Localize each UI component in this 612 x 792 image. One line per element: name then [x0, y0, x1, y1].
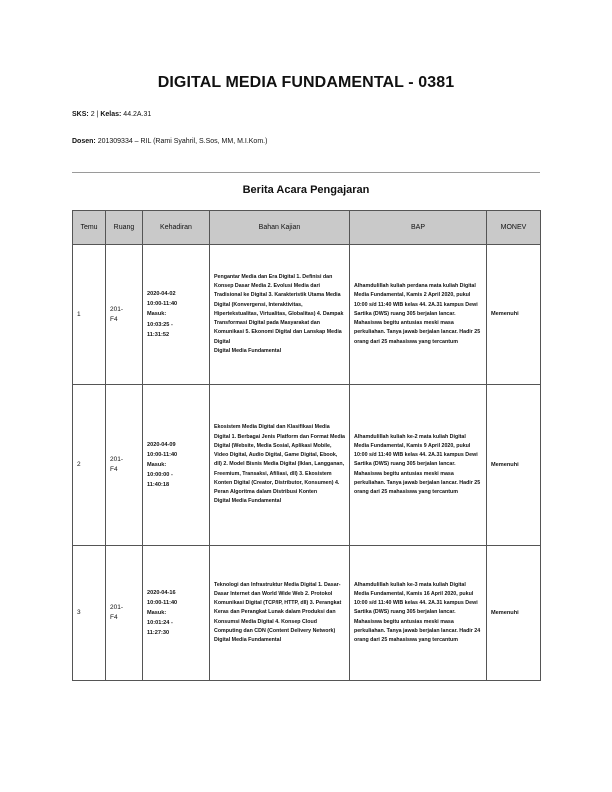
- header-ruang: Ruang: [106, 211, 143, 245]
- cell-kehadiran: 2020-04-16 10:00-11:40 Masuk: 10:01:24 - 11:27:30: [143, 546, 210, 681]
- header-temu: Temu: [73, 211, 106, 245]
- cell-bap: Alhamdulillah kuliah ke-2 mata kuliah Digital Media Fundamental, Kamis 9 April 2020, pukul 10:00 s/d 11:40 WIB kelas 44. 2A.31 kampus Dewi Sartika (DWS) ruang 305 berjalan lancar. Mahasiswa begitu antusias meski masa perkuliahan. Tanya jawab berjalan lancar. Hadir 25 orang dari 25 mahasiswa yang tercantum: [350, 385, 487, 546]
- table-row: [73, 245, 541, 385]
- cell-bap: Alhamdulillah kuliah perdana mata kuliah Digital Media Fundamental, Kamis 2 April 2020, pukul 10:00 s/d 11:40 WIB kelas 44. 2A.31 kampus Dewi Sartika (DWS) ruang 305 berjalan lancar. Mahasiswa begitu antusias meski masa perkuliahan. Tanya jawab berjalan lancar. Hadir 25 orang dari 25 mahasiswa yang tercantum: [350, 245, 487, 385]
- cell-bap: Alhamdulillah kuliah ke-3 mata kuliah Digital Media Fundamental, Kamis 16 April 2020, pukul 10:00 s/d 11:40 WIB kelas 44. 2A.31 kampus Dewi Sartika (DWS) ruang 305 berjalan lancar. Mahasiswa begitu antusias meski masa perkuliahan. Tanya jawab berjalan lancar. Hadir 24 orang dari 25 mahasiswa yang tercantum: [350, 546, 487, 681]
- table-row: [73, 385, 541, 546]
- header-kehadiran: Kehadiran: [143, 211, 210, 245]
- cell-bahan-kajian: Ekosistem Media Digital dan Klasifikasi Media Digital 1. Berbagai Jenis Platform dan Format Media Digital (Website, Media Sosial, Aplikasi Mobile, Video Digital, Audio Digital, Game Digital, Ebook, dll) 2. Model Bisnis Media Digital (Iklan, Langganan, Freemium, Transaksi, Afiliasi, dll) 3. Ekosistem Konten Digital (Creator, Distributor, Konsumen) 4. Peran Algoritma dalam Distribusi Konten Digital Media Fundamental: [210, 385, 350, 546]
- cell-kehadiran: 2020-04-09 10:00-11:40 Masuk: 10:00:00 - 11:40:18: [143, 385, 210, 546]
- cell-temu: 2: [73, 385, 106, 546]
- cell-ruang: 201- F4: [106, 385, 143, 546]
- dosen-value: 201309334 – RIL (Rami Syahril, S.Sos, MM, M.I.Kom.): [97, 138, 268, 145]
- cell-ruang: 201- F4: [106, 546, 143, 681]
- section-divider: [72, 172, 540, 173]
- kelas-value: 44.2A.31: [123, 111, 152, 118]
- header-bahan-kajian: Bahan Kajian: [210, 211, 350, 245]
- cell-monev: Memenuhi: [487, 385, 541, 546]
- document-title: DIGITAL MEDIA FUNDAMENTAL - 0381: [157, 74, 455, 91]
- table-header-row: [73, 211, 541, 245]
- course-meta-line: [72, 111, 151, 118]
- sks-label: SKS:: [72, 111, 89, 118]
- header-bap: BAP: [350, 211, 487, 245]
- sks-value: 2: [90, 111, 95, 118]
- cell-kehadiran: 2020-04-02 10:00-11:40 Masuk: 10:03:25 - 11:31:52: [143, 245, 210, 385]
- section-title: Berita Acara Pengajaran: [242, 184, 370, 196]
- cell-bahan-kajian: Pengantar Media dan Era Digital 1. Definisi dan Konsep Dasar Media 2. Evolusi Media dari Tradisional ke Digital 3. Karakteristik Utama Media Digital (Konvergensi, Interaktivitas, Hipertekstualitas, Virtualitas, Globalitas) 4. Dampak Transformasi Digital pada Masyarakat dan Komunikasi 5. Ekonomi Digital dan Lanskap Media Digital Digital Media Fundamental: [210, 245, 350, 385]
- dosen-label: Dosen:: [72, 138, 96, 145]
- cell-temu: 3: [73, 546, 106, 681]
- cell-bahan-kajian: Teknologi dan Infrastruktur Media Digital 1. Dasar-Dasar Internet dan World Wide Web 2. Protokol Komunikasi Digital (TCP/IP, HTTP, dll) 3. Perangkat Keras dan Perangkat Lunak dalam Produksi dan Konsumsi Media Digital 4. Konsep Cloud Computing dan CDN (Content Delivery Network) Digital Media Fundamental: [210, 546, 350, 681]
- teaching-report-table: [72, 210, 541, 681]
- cell-temu: 1: [73, 245, 106, 385]
- lecturer-line: [72, 138, 267, 145]
- kelas-label: Kelas:: [100, 111, 122, 118]
- header-monev: MONEV: [487, 211, 541, 245]
- cell-monev: Memenuhi: [487, 245, 541, 385]
- table-row: [73, 546, 541, 681]
- meta-separator: |: [96, 111, 99, 118]
- cell-monev: Memenuhi: [487, 546, 541, 681]
- cell-ruang: 201- F4: [106, 245, 143, 385]
